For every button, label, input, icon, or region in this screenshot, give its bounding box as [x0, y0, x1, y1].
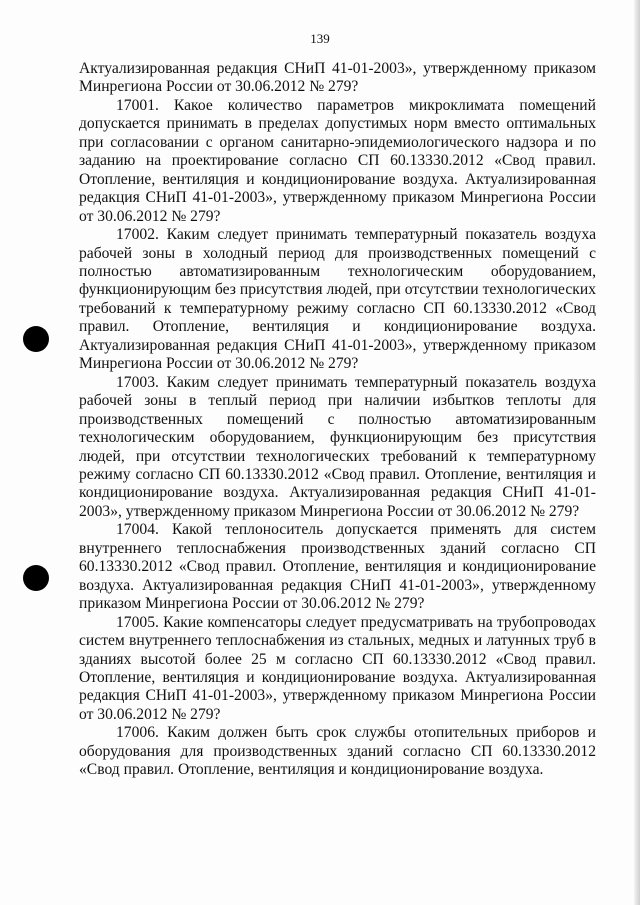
hole-punch-mark: [23, 326, 49, 352]
page-number: 139: [310, 31, 330, 46]
question-17003: 17003. Каким следует принимать температурный показатель воздуха рабочей зоны в теплый период при наличии избытков теплоты для производственных помещений с полностью автоматизированным технологическим оборудованием, функционирующим без присутствия людей, при отсутствии технологических требований к температурному режиму согласно СП 60.13330.2012 «Свод правил. Отопление, вентиляция и кондиционирование воздуха. Актуализированная редакция СНиП 41-01-2003», утвержденному приказом Минрегиона России от 30.06.2012 № 279?: [79, 373, 596, 520]
question-17005: 17005. Какие компенсаторы следует предусматривать на трубопроводах систем внутреннего теплоснабжения из стальных, медных и латунных труб в зданиях высотой более 25 м согласно СП 60.13330.2012 «Свод правил. Отопление, вентиляция и кондиционирование воздуха. Актуализированная редакция СНиП 41-01-2003», утвержденному приказом Минрегиона России от 30.06.2012 № 279?: [79, 613, 596, 723]
question-17006: 17006. Каким должен быть срок службы отопительных приборов и оборудования для производственных зданий согласно СП 60.13330.2012 «Свод правил. Отопление, вентиляция и кондиционирование воздуха.: [79, 724, 596, 779]
paragraph-continuation: Актуализированная редакция СНиП 41-01-2003», утвержденному приказом Минрегиона России от 30.06.2012 № 279?: [79, 60, 596, 96]
document-body: [79, 60, 596, 779]
question-17002: 17002. Каким следует принимать температурный показатель воздуха рабочей зоны в холодный период для производственных помещений с полностью автоматизированным технологическим оборудованием, функционирующим без присутствия людей, при отсутствии технологических требований к температурному режиму согласно СП 60.13330.2012 «Свод правил. Отопление, вентиляция и кондиционирование воздуха. Актуализированная редакция СНиП 41-01-2003», утвержденному приказом Минрегиона России от 30.06.2012 № 279?: [79, 226, 596, 373]
question-17001: 17001. Какое количество параметров микроклимата помещений допускается принимать в пределах допустимых норм вместо оптимальных при согласовании с органом санитарно-эпидемиологического надзора и по заданию на проектирование согласно СП 60.13330.2012 «Свод правил. Отопление, вентиляция и кондиционирование воздуха. Актуализированная редакция СНиП 41-01-2003», утвержденному приказом Минрегиона России от 30.06.2012 № 279?: [79, 96, 596, 225]
hole-punch-mark: [23, 565, 49, 591]
question-17004: 17004. Какой теплоноситель допускается применять для систем внутреннего теплоснабжения производственных зданий согласно СП 60.13330.2012 «Свод правил. Отопление, вентиляция и кондиционирование воздуха. Актуализированная редакция СНиП 41-01-2003», утвержденному приказом Минрегиона России от 30.06.2012 № 279?: [79, 521, 596, 613]
scan-edge-shadow: [634, 0, 640, 905]
